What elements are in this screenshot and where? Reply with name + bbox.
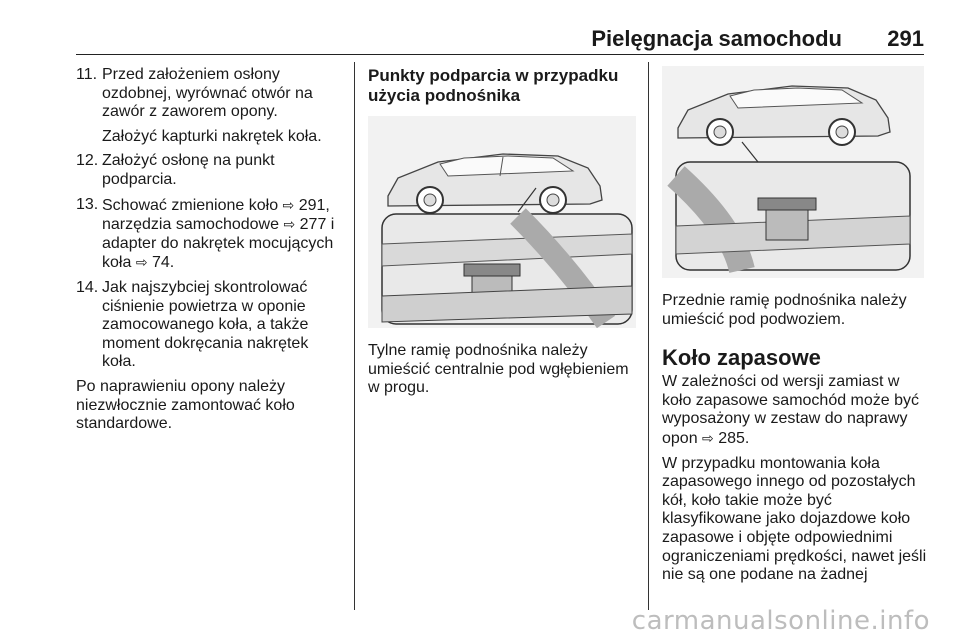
list-number: 13. <box>76 195 99 213</box>
paragraph <box>662 373 932 448</box>
list-text: Jak najszybciej skontrolować ciśnienie powietrza w oponie zamocowanego koła, a także moment dokręcania nakrętek koła. <box>102 278 309 371</box>
paragraph: W przypadku montowania koła zapasowego innego od pozostałych kół, koło takie może być klasyfikowane jako dojazdowe koło zapasowe i objęte odpowiednimi ograniczeniami prędkości, nawet jeśli nie są one podane na żadnej <box>662 454 927 584</box>
list-text <box>102 196 346 273</box>
list-item <box>76 196 346 273</box>
page-reference[interactable]: 277 i <box>299 216 335 234</box>
cross-reference-icon: ⇨ <box>283 216 296 233</box>
column-divider-left <box>354 62 355 610</box>
rear-jack-point-figure <box>368 116 636 328</box>
page-reference[interactable]: 291, <box>298 196 330 214</box>
column-1 <box>76 66 346 440</box>
cross-reference-icon: ⇨ <box>702 429 714 446</box>
list-number: 14. <box>76 278 99 296</box>
list-number: 12. <box>76 152 99 170</box>
page-number: 291 <box>887 26 924 51</box>
list-item <box>76 66 346 122</box>
page-header <box>76 24 924 55</box>
column-divider-right <box>648 62 649 610</box>
section-heading: Koło zapasowe <box>662 345 821 371</box>
list-item <box>76 152 346 189</box>
page-reference[interactable]: 74. <box>152 254 175 272</box>
figure-caption: Tylne ramię podnośnika należy umieścić centralnie pod wgłębieniem w progu. <box>368 342 629 397</box>
jack-detail-box <box>676 162 910 270</box>
figure-caption: Przednie ramię podnośnika należy umieścić pod podwoziem. <box>662 292 907 328</box>
page-reference[interactable]: 285. <box>718 429 750 447</box>
paragraph-text: W zależności od wersji zamiast w koło zapasowe samochód może być wyposażony w zestaw do naprawy opon <box>662 373 920 447</box>
list-text-part: adapter do nakrętek mocujących koła <box>102 234 334 272</box>
list-text-part: Schować zmienione koło <box>102 196 279 214</box>
list-text: Założyć osłonę na punkt podparcia. <box>102 152 275 188</box>
closing-paragraph: Po naprawieniu opony należy niezwłocznie zamontować koło standardowe. <box>76 377 295 433</box>
list-text-part: narzędzia samochodowe <box>102 216 279 234</box>
jack-detail-box <box>382 214 632 324</box>
list-text: Przed założeniem osłony ozdobnej, wyrównać otwór na zawór z zaworem opony. <box>102 66 313 121</box>
section-title: Pielęgnacja samochodu <box>591 26 842 51</box>
column-3 <box>662 66 932 591</box>
cross-reference-icon: ⇨ <box>282 196 295 213</box>
watermark: carmanualsonline.info <box>631 606 930 636</box>
list-item <box>76 279 346 372</box>
front-jack-point-figure <box>662 66 924 278</box>
list-number: 11. <box>76 66 98 83</box>
list-item-extra: Założyć kapturki nakrętek koła. <box>102 127 322 145</box>
subheading: Punkty podparcia w przypadku użycia podnośnika <box>368 66 619 105</box>
cross-reference-icon: ⇨ <box>135 254 148 271</box>
column-2 <box>368 66 636 404</box>
